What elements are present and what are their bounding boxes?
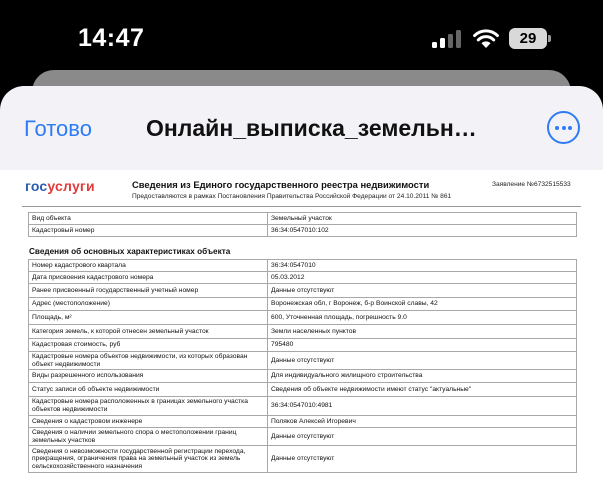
- header-divider: [22, 206, 581, 207]
- row-value: Земли населенных пунктов: [268, 325, 577, 339]
- gosuslugi-logo: госуслуги: [25, 178, 95, 194]
- table-row: [29, 339, 577, 352]
- row-key: Ранее присвоенный государственный учетный номер: [29, 284, 268, 298]
- application-number: Заявление №6732515533: [492, 181, 571, 188]
- row-value: Для индивидуального жилищного строительства: [268, 370, 577, 383]
- battery-icon: [509, 28, 547, 49]
- row-key: Кадастровые номера объектов недвижимости, из которых образован объект недвижимости: [29, 352, 268, 370]
- table-row: [29, 416, 577, 428]
- object-table: [28, 212, 577, 237]
- row-key: Сведения о невозможности государственной регистрации перехода, прекращения, ограничения права на земельный участок из земель сельскохозяйственного назначения: [29, 446, 268, 473]
- nav-bar: [0, 86, 603, 170]
- cellular-signal-icon: [432, 30, 462, 48]
- row-value: 795480: [268, 339, 577, 352]
- table-row: [29, 397, 577, 416]
- table-row: [29, 352, 577, 370]
- document-title: Онлайн_выписка_земельн…: [146, 115, 477, 141]
- characteristics-table: [28, 259, 577, 473]
- document-header: [0, 170, 603, 208]
- more-options-icon[interactable]: [547, 111, 580, 144]
- row-value: 600, Уточненная площадь, погрешность 9.0: [268, 311, 577, 325]
- table-row: [29, 272, 577, 284]
- table-row: [29, 284, 577, 298]
- done-button[interactable]: Готово: [24, 116, 92, 141]
- table-row: [29, 260, 577, 272]
- row-key: Виды разрешенного использования: [29, 370, 268, 383]
- document-heading: Сведения из Единого государственного реестра недвижимости: [132, 179, 430, 190]
- row-value: Сведения об объекте недвижимости имеют статус "актуальные": [268, 383, 577, 397]
- wifi-icon: [472, 27, 500, 49]
- row-key: Адрес (местоположение): [29, 298, 268, 311]
- row-key: Кадастровая стоимость, руб: [29, 339, 268, 352]
- row-key: Номер кадастрового квартала: [29, 260, 268, 272]
- row-value: Поляков Алексей Игоревич: [268, 416, 577, 428]
- row-key: Статус записи об объекте недвижимости: [29, 383, 268, 397]
- row-key: Сведения о кадастровом инженере: [29, 416, 268, 428]
- row-key: Кадастровые номера расположенных в границах земельного участка объектов недвижимости: [29, 397, 268, 416]
- document-subheading: Предоставляются в рамках Постановления Правительства Российской Федерации от 24.10.2011 № 861: [132, 193, 452, 200]
- table-row: [29, 383, 577, 397]
- document-viewer-sheet: [0, 86, 603, 480]
- row-value: Воронежская обл, г Воронеж, б-р Воинской славы, 42: [268, 298, 577, 311]
- status-bar: [0, 0, 603, 72]
- table-row: [29, 325, 577, 339]
- row-key: Площадь, м²: [29, 311, 268, 325]
- table-row: [29, 311, 577, 325]
- status-time: 14:47: [78, 24, 145, 52]
- row-value: 36:34:0547010:102: [268, 225, 577, 237]
- row-value: Данные отсутствуют: [268, 446, 577, 473]
- battery-level: 29: [519, 30, 537, 47]
- table-row: [29, 225, 577, 237]
- row-key: Сведения о наличии земельного спора о местоположении границ земельных участков: [29, 428, 268, 446]
- row-key: Кадастровый номер: [29, 225, 268, 237]
- row-value: 36:34:0547010:4981: [268, 397, 577, 416]
- row-value: 36:34:0547010: [268, 260, 577, 272]
- table-row: [29, 446, 577, 473]
- table-row: [29, 370, 577, 383]
- row-key: Дата присвоения кадастрового номера: [29, 272, 268, 284]
- row-key: Категория земель, к которой отнесен земельный участок: [29, 325, 268, 339]
- row-value: 05.03.2012: [268, 272, 577, 284]
- row-key: Вид объекта: [29, 213, 268, 225]
- row-value: Данные отсутствуют: [268, 352, 577, 370]
- section-title: Сведения об основных характеристиках объекта: [29, 247, 231, 256]
- table-row: [29, 213, 577, 225]
- row-value: Данные отсутствуют: [268, 284, 577, 298]
- row-value: Земельный участок: [268, 213, 577, 225]
- table-row: [29, 428, 577, 446]
- row-value: Данные отсутствуют: [268, 428, 577, 446]
- table-row: [29, 298, 577, 311]
